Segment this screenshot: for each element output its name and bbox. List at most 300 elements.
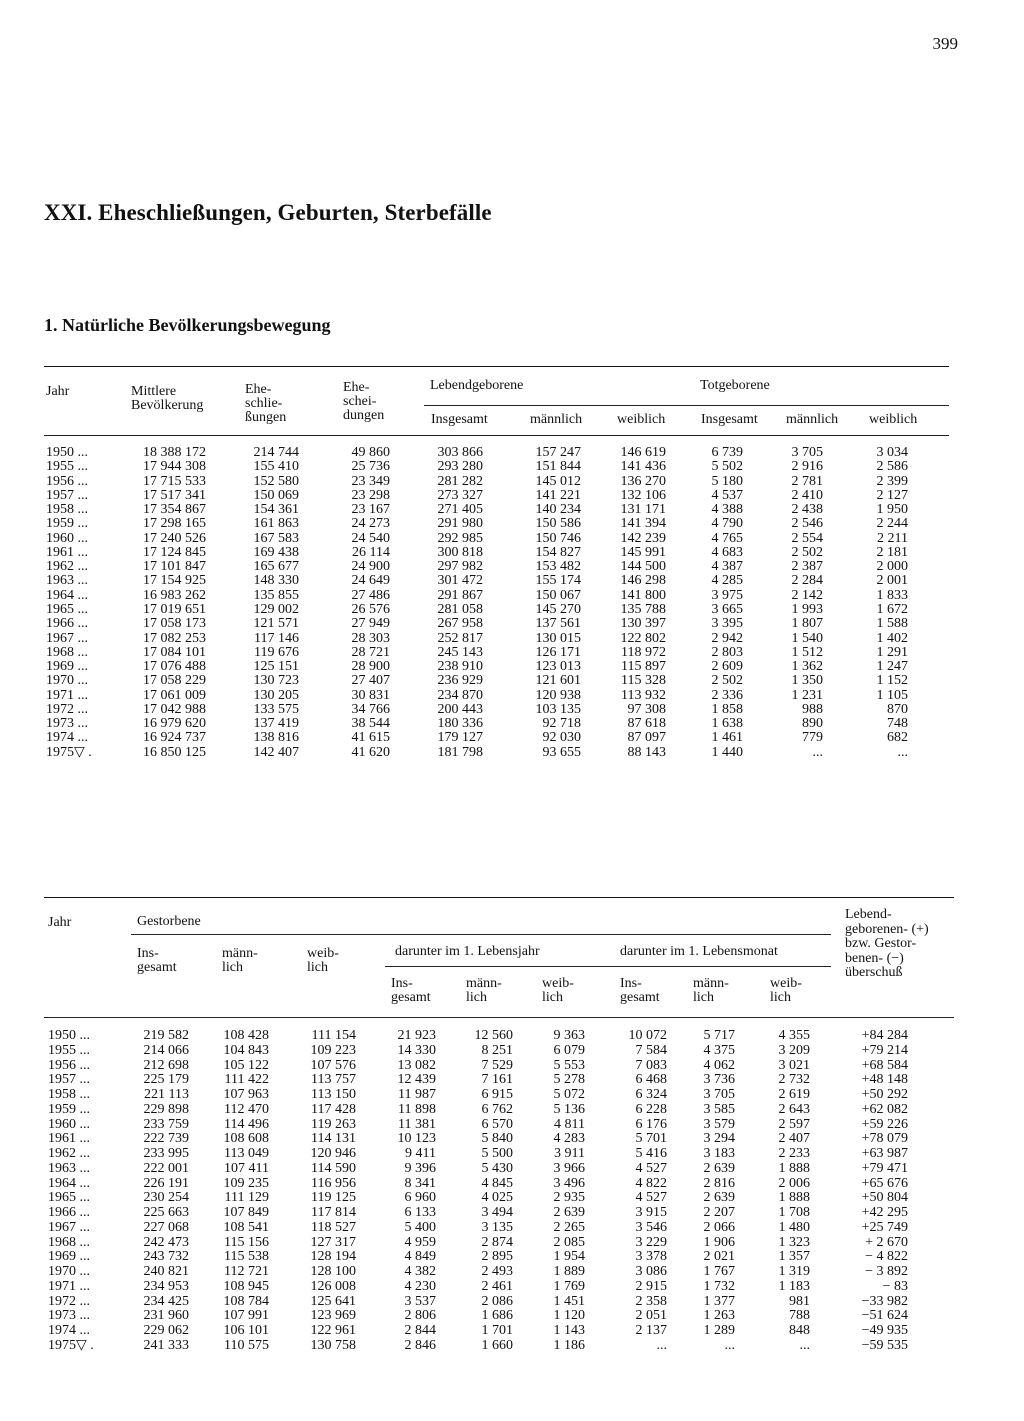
cell-year: 1973 ...: [48, 1308, 90, 1324]
cell-population: 17 101 847: [143, 559, 206, 575]
cell-still-female: 1 291: [876, 644, 908, 660]
col-header-year: Jahr: [48, 915, 72, 930]
cell-surplus: +68 584: [861, 1057, 908, 1073]
cell-deaths-male: 111 129: [224, 1190, 269, 1206]
cell-deaths-total: 233 995: [143, 1146, 189, 1162]
cell-live-male: 93 655: [542, 744, 581, 760]
cell-marriages: 165 677: [253, 559, 299, 575]
cell-year-female: 6 079: [553, 1042, 585, 1058]
cell-still-male: 1 540: [791, 630, 823, 646]
cell-still-female: 2 244: [876, 516, 908, 532]
cell-year-male: 1 701: [481, 1323, 513, 1339]
cell-year-male: 4 845: [481, 1175, 513, 1191]
col-header-still-male: männlich: [786, 412, 839, 427]
cell-live-male: 155 174: [535, 573, 581, 589]
cell-month-total: 2 137: [635, 1323, 667, 1339]
cell-still-female: 1 833: [876, 587, 908, 603]
cell-live-female: 132 106: [620, 487, 666, 503]
cell-year-total: 12 439: [397, 1072, 436, 1088]
cell-still-female: 682: [887, 730, 908, 746]
cell-month-total: 5 701: [635, 1131, 667, 1147]
cell-year-female: 2 639: [553, 1205, 585, 1221]
cell-still-male: 2 438: [791, 502, 823, 518]
cell-deaths-male: 112 470: [224, 1101, 269, 1117]
cell-deaths-female: 116 956: [311, 1175, 356, 1191]
cell-deaths-female: 119 125: [311, 1190, 356, 1206]
col-header-year: Jahr: [46, 384, 70, 399]
cell-divorces: 25 736: [351, 459, 390, 475]
cell-month-total: 6 324: [635, 1087, 667, 1103]
cell-year-female: 1 889: [553, 1264, 585, 1280]
cell-live-female: 136 270: [620, 473, 666, 489]
cell-year-male: 5 840: [481, 1131, 513, 1147]
cell-year: 1960 ...: [48, 1116, 90, 1132]
cell-year-total: 11 898: [398, 1101, 436, 1117]
cell-live-male: 92 718: [542, 716, 581, 732]
cell-year-female: 1 954: [553, 1249, 585, 1265]
cell-still-male: 779: [802, 730, 823, 746]
cell-live-female: 141 436: [620, 459, 666, 475]
cell-month-female: 1 319: [778, 1264, 810, 1280]
cell-divorces: 27 407: [351, 673, 390, 689]
cell-month-male: 1 377: [703, 1293, 735, 1309]
cell-live-female: 87 097: [627, 730, 666, 746]
cell-surplus: +25 749: [861, 1219, 908, 1235]
cell-deaths-total: 230 254: [143, 1190, 189, 1206]
cell-month-male: 1 767: [703, 1264, 735, 1280]
cell-still-total: 1 638: [711, 716, 743, 732]
cell-month-female: 3 021: [778, 1057, 810, 1073]
cell-surplus: − 4 822: [865, 1249, 908, 1265]
cell-month-male: 3 183: [703, 1146, 735, 1162]
cell-still-total: 2 942: [711, 630, 743, 646]
cell-year: 1950 ...: [48, 1028, 90, 1043]
cell-year-male: 7 161: [481, 1072, 513, 1088]
cell-deaths-total: 227 068: [143, 1219, 189, 1235]
cell-month-total: 2 051: [635, 1308, 667, 1324]
cell-year: 1975▽ .: [48, 1337, 94, 1353]
cell-still-total: 2 609: [711, 659, 743, 675]
cell-live-total: 267 958: [437, 616, 483, 632]
cell-month-female: 4 355: [778, 1028, 810, 1043]
cell-still-total: 4 790: [711, 516, 743, 532]
cell-deaths-female: 113 757: [311, 1072, 356, 1088]
cell-year-female: 4 811: [554, 1116, 585, 1132]
cell-year: 1967 ...: [46, 630, 88, 646]
cell-year-male: 6 915: [481, 1087, 513, 1103]
cell-population: 17 082 253: [143, 630, 206, 646]
cell-still-female: 1 152: [876, 673, 908, 689]
cell-month-total: 5 416: [635, 1146, 667, 1162]
cell-live-total: 234 870: [437, 687, 483, 703]
cell-year-female: 4 283: [553, 1131, 585, 1147]
cell-month-male: 1 289: [703, 1323, 735, 1339]
cell-surplus: − 83: [882, 1278, 908, 1294]
cell-divorces: 28 900: [351, 659, 390, 675]
col-header-deaths-total: Ins- gesamt: [137, 946, 177, 975]
cell-deaths-female: 128 194: [310, 1249, 356, 1265]
cell-deaths-female: 119 263: [311, 1116, 356, 1132]
cell-year: 1958 ...: [48, 1087, 90, 1103]
cell-still-male: 1 807: [791, 616, 823, 632]
cell-year-total: 2 844: [404, 1323, 436, 1339]
col-header-live-male: männlich: [530, 412, 583, 427]
cell-still-total: 2 336: [711, 687, 743, 703]
cell-month-male: 3 585: [703, 1101, 735, 1117]
col-header-live-total: Insgesamt: [431, 412, 488, 427]
cell-year-male: 5 500: [481, 1146, 513, 1162]
cell-marriages: 167 583: [253, 530, 299, 546]
page-number: 399: [932, 34, 958, 53]
cell-live-male: 92 030: [542, 730, 581, 746]
cell-still-male: 1 231: [791, 687, 823, 703]
col-header-year-male: männ- lich: [466, 976, 502, 1005]
cell-live-total: 300 818: [437, 544, 483, 560]
cell-year-female: 5 553: [553, 1057, 585, 1073]
cell-year-female: 5 072: [553, 1087, 585, 1103]
cell-year-male: 5 430: [481, 1160, 513, 1176]
cell-divorces: 30 831: [351, 687, 390, 703]
cell-deaths-female: 113 150: [311, 1087, 356, 1103]
cell-live-total: 236 929: [437, 673, 483, 689]
cell-marriages: 154 361: [253, 502, 299, 518]
cell-live-female: 97 308: [627, 701, 666, 717]
cell-live-female: 146 619: [620, 445, 666, 460]
cell-still-male: 2 554: [791, 530, 823, 546]
cell-live-male: 123 013: [535, 659, 581, 675]
cell-year-male: 2 461: [481, 1278, 513, 1294]
cell-year-female: 1 120: [553, 1308, 585, 1324]
cell-deaths-female: 114 131: [311, 1131, 356, 1147]
cell-still-male: 2 387: [791, 559, 823, 575]
cell-deaths-male: 115 538: [224, 1249, 269, 1265]
cell-surplus: − 3 892: [865, 1264, 908, 1280]
cell-still-female: 1 950: [876, 502, 908, 518]
cell-month-total: 4 527: [635, 1160, 667, 1176]
cell-year: 1965 ...: [46, 601, 88, 617]
cell-month-female: 2 233: [778, 1146, 810, 1162]
cell-divorces: 23 298: [351, 487, 390, 503]
cell-still-total: 3 975: [711, 587, 743, 603]
cell-still-female: ...: [897, 744, 908, 760]
cell-month-male: ...: [724, 1337, 735, 1353]
cell-month-female: 1 183: [778, 1278, 810, 1294]
cell-surplus: +65 676: [861, 1175, 908, 1191]
cell-still-male: 2 916: [791, 459, 823, 475]
cell-month-total: 2 915: [635, 1278, 667, 1294]
cell-month-male: 4 062: [703, 1057, 735, 1073]
cell-year-female: 1 451: [553, 1293, 585, 1309]
cell-month-male: 2 021: [703, 1249, 735, 1265]
cell-still-female: 1 402: [876, 630, 908, 646]
cell-month-female: 981: [789, 1293, 810, 1309]
cell-live-male: 154 827: [535, 544, 581, 560]
cell-still-male: 988: [802, 701, 823, 717]
cell-month-total: 4 527: [635, 1190, 667, 1206]
cell-divorces: 23 349: [351, 473, 390, 489]
cell-surplus: +63 987: [861, 1146, 908, 1162]
cell-live-total: 252 817: [437, 630, 483, 646]
cell-still-male: 2 410: [791, 487, 823, 503]
cell-year: 1969 ...: [46, 659, 88, 675]
cell-still-female: 2 127: [876, 487, 908, 503]
cell-deaths-male: 110 575: [224, 1337, 269, 1353]
cell-surplus: +84 284: [861, 1028, 908, 1043]
cell-population: 16 850 125: [143, 744, 206, 760]
cell-month-female: ...: [799, 1337, 810, 1353]
cell-year-total: 6 960: [404, 1190, 436, 1206]
cell-live-male: 150 067: [535, 587, 581, 603]
cell-deaths-total: 234 425: [143, 1293, 189, 1309]
cell-surplus: + 2 670: [865, 1234, 908, 1250]
cell-deaths-total: 240 821: [143, 1264, 189, 1280]
cell-year: 1959 ...: [46, 516, 88, 532]
cell-live-total: 271 405: [437, 502, 483, 518]
cell-year-total: 11 987: [398, 1087, 436, 1103]
col-header-deaths: Gestorbene: [137, 914, 201, 929]
cell-year: 1970 ...: [48, 1264, 90, 1280]
cell-deaths-total: 242 473: [143, 1234, 189, 1250]
cell-year: 1962 ...: [46, 559, 88, 575]
cell-deaths-male: 107 991: [223, 1308, 269, 1324]
cell-deaths-female: 122 961: [310, 1323, 356, 1339]
cell-live-male: 130 015: [535, 630, 581, 646]
cell-month-male: 3 579: [703, 1116, 735, 1132]
cell-marriages: 130 205: [253, 687, 299, 703]
cell-population: 17 715 533: [143, 473, 206, 489]
cell-surplus: +59 226: [861, 1116, 908, 1132]
cell-still-male: 2 284: [791, 573, 823, 589]
table1-header-rule: [44, 435, 949, 436]
cell-live-male: 120 938: [535, 687, 581, 703]
cell-live-male: 140 234: [535, 502, 581, 518]
cell-still-male: 1 362: [791, 659, 823, 675]
cell-deaths-total: 222 001: [143, 1160, 189, 1176]
cell-year: 1965 ...: [48, 1190, 90, 1206]
cell-year: 1958 ...: [46, 502, 88, 518]
cell-still-female: 1 105: [876, 687, 908, 703]
col-header-first-month: darunter im 1. Lebensmonat: [620, 944, 778, 959]
table2-top-rule: [44, 897, 954, 898]
cell-deaths-male: 109 235: [223, 1175, 269, 1191]
cell-divorces: 24 540: [351, 530, 390, 546]
cell-still-female: 2 399: [876, 473, 908, 489]
cell-deaths-male: 105 122: [223, 1057, 269, 1073]
cell-still-total: 4 388: [711, 502, 743, 518]
cell-year-female: 5 136: [553, 1101, 585, 1117]
col-header-surplus: Lebend- geborenen- (+) bzw. Gestor- benen- (−) überschuß: [845, 907, 929, 981]
cell-still-total: 4 765: [711, 530, 743, 546]
cell-month-total: 10 072: [628, 1028, 667, 1043]
cell-still-female: 870: [887, 701, 908, 717]
cell-year: 1955 ...: [48, 1042, 90, 1058]
cell-population: 17 240 526: [143, 530, 206, 546]
section-title: 1. Natürliche Bevölkerungsbewegung: [44, 315, 331, 335]
cell-deaths-total: 225 179: [143, 1072, 189, 1088]
cell-live-total: 180 336: [437, 716, 483, 732]
cell-population: 17 061 009: [143, 687, 206, 703]
table2-header-rule: [44, 1017, 954, 1018]
cell-deaths-total: 226 191: [143, 1175, 189, 1191]
cell-year: 1966 ...: [48, 1205, 90, 1221]
cell-live-male: 145 012: [535, 473, 581, 489]
cell-divorces: 24 649: [351, 573, 390, 589]
cell-year-total: 9 396: [404, 1160, 436, 1176]
cell-divorces: 26 114: [352, 544, 390, 560]
table1-top-rule: [44, 366, 949, 367]
cell-year-female: 2 085: [553, 1234, 585, 1250]
cell-year: 1957 ...: [46, 487, 88, 503]
cell-live-female: 130 397: [620, 616, 666, 632]
col-header-year-female: weib- lich: [542, 976, 574, 1005]
cell-year: 1961 ...: [46, 544, 88, 560]
cell-year: 1973 ...: [46, 716, 88, 732]
cell-month-female: 2 597: [778, 1116, 810, 1132]
cell-still-total: 1 858: [711, 701, 743, 717]
cell-still-total: 4 387: [711, 559, 743, 575]
cell-divorces: 49 860: [351, 445, 390, 460]
cell-month-male: 3 736: [703, 1072, 735, 1088]
cell-still-total: 2 502: [711, 673, 743, 689]
cell-live-male: 150 746: [535, 530, 581, 546]
cell-still-female: 1 247: [876, 659, 908, 675]
cell-still-male: 1 512: [791, 644, 823, 660]
cell-live-male: 137 561: [535, 616, 581, 632]
cell-year-male: 6 762: [481, 1101, 513, 1117]
cell-year-total: 4 959: [404, 1234, 436, 1250]
cell-deaths-male: 107 963: [223, 1087, 269, 1103]
cell-deaths-male: 114 496: [224, 1116, 269, 1132]
cell-year: 1950 ...: [46, 445, 88, 460]
cell-year-total: 4 849: [404, 1249, 436, 1265]
cell-year-total: 3 537: [404, 1293, 436, 1309]
cell-live-female: 87 618: [627, 716, 666, 732]
cell-still-male: 3 705: [791, 445, 823, 460]
cell-population: 16 983 262: [143, 587, 206, 603]
cell-year-total: 11 381: [398, 1116, 436, 1132]
cell-deaths-male: 108 608: [223, 1131, 269, 1147]
cell-month-female: 788: [789, 1308, 810, 1324]
cell-month-total: 4 822: [635, 1175, 667, 1191]
cell-year: 1970 ...: [46, 673, 88, 689]
cell-year: 1974 ...: [46, 730, 88, 746]
cell-year-total: 14 330: [397, 1042, 436, 1058]
cell-live-female: 88 143: [627, 744, 666, 760]
cell-live-female: 131 171: [620, 502, 666, 518]
cell-month-male: 2 639: [703, 1160, 735, 1176]
cell-year-total: 5 400: [404, 1219, 436, 1235]
cell-deaths-total: 233 759: [143, 1116, 189, 1132]
cell-live-female: 113 932: [621, 687, 666, 703]
cell-year: 1956 ...: [46, 473, 88, 489]
cell-deaths-male: 108 428: [223, 1028, 269, 1043]
cell-year-male: 2 493: [481, 1264, 513, 1280]
cell-still-total: 4 683: [711, 544, 743, 560]
cell-year-male: 1 686: [481, 1308, 513, 1324]
cell-still-male: 2 781: [791, 473, 823, 489]
cell-still-total: 5 502: [711, 459, 743, 475]
cell-deaths-male: 112 721: [224, 1264, 269, 1280]
cell-month-female: 1 357: [778, 1249, 810, 1265]
cell-year-male: 6 570: [481, 1116, 513, 1132]
cell-year-male: 2 874: [481, 1234, 513, 1250]
cell-live-total: 200 443: [437, 701, 483, 717]
cell-year: 1963 ...: [46, 573, 88, 589]
cell-surplus: +42 295: [861, 1205, 908, 1221]
cell-deaths-total: 234 953: [143, 1278, 189, 1294]
cell-still-male: 890: [802, 716, 823, 732]
cell-live-male: 153 482: [535, 559, 581, 575]
cell-month-male: 1 263: [703, 1308, 735, 1324]
cell-population: 17 042 988: [143, 701, 206, 717]
cell-marriages: 150 069: [253, 487, 299, 503]
cell-month-female: 1 323: [778, 1234, 810, 1250]
cell-live-total: 245 143: [437, 644, 483, 660]
cell-deaths-total: 222 739: [143, 1131, 189, 1147]
col-header-deaths-male: männ- lich: [222, 946, 258, 975]
cell-deaths-male: 113 049: [224, 1146, 269, 1162]
cell-still-total: 5 180: [711, 473, 743, 489]
cell-year-female: 1 186: [553, 1337, 585, 1353]
cell-live-total: 291 980: [437, 516, 483, 532]
cell-deaths-female: 107 576: [310, 1057, 356, 1073]
cell-deaths-female: 125 641: [310, 1293, 356, 1309]
cell-still-male: ...: [812, 744, 823, 760]
cell-deaths-total: 212 698: [143, 1057, 189, 1073]
cell-population: 17 298 165: [143, 516, 206, 532]
cell-population: 17 517 341: [143, 487, 206, 503]
cell-deaths-male: 115 156: [224, 1234, 269, 1250]
cell-still-male: 1 993: [791, 601, 823, 617]
cell-marriages: 214 744: [253, 445, 299, 460]
cell-year-total: 21 923: [397, 1028, 436, 1043]
cell-year: 1969 ...: [48, 1249, 90, 1265]
cell-month-female: 2 006: [778, 1175, 810, 1191]
cell-divorces: 28 303: [351, 630, 390, 646]
cell-month-total: 6 228: [635, 1101, 667, 1117]
cell-population: 17 944 308: [143, 459, 206, 475]
col-header-year-total: Ins- gesamt: [391, 976, 431, 1005]
cell-deaths-total: 231 960: [143, 1308, 189, 1324]
cell-still-total: 4 537: [711, 487, 743, 503]
cell-population: 16 924 737: [143, 730, 206, 746]
cell-surplus: −33 982: [861, 1293, 908, 1309]
cell-population: 17 076 488: [143, 659, 206, 675]
cell-still-female: 748: [887, 716, 908, 732]
cell-still-female: 1 588: [876, 616, 908, 632]
cell-deaths-female: 114 590: [311, 1160, 356, 1176]
col-header-deaths-female: weib- lich: [307, 946, 339, 975]
cell-live-total: 303 866: [437, 445, 483, 460]
cell-month-female: 2 619: [778, 1087, 810, 1103]
cell-live-total: 273 327: [437, 487, 483, 503]
cell-still-total: 3 665: [711, 601, 743, 617]
cell-deaths-female: 120 946: [310, 1146, 356, 1162]
cell-deaths-female: 130 758: [310, 1337, 356, 1353]
cell-year: 1955 ...: [46, 459, 88, 475]
cell-still-female: 3 034: [876, 445, 908, 460]
cell-deaths-male: 111 422: [224, 1072, 269, 1088]
cell-divorces: 24 273: [351, 516, 390, 532]
chapter-title: XXI. Eheschließungen, Geburten, Sterbefälle: [44, 200, 492, 225]
cell-surplus: −59 535: [861, 1337, 908, 1353]
cell-live-female: 141 800: [620, 587, 666, 603]
cell-live-total: 301 472: [437, 573, 483, 589]
cell-month-male: 3 294: [703, 1131, 735, 1147]
cell-surplus: −49 935: [861, 1323, 908, 1339]
cell-month-female: 1 888: [778, 1190, 810, 1206]
cell-divorces: 26 576: [351, 601, 390, 617]
